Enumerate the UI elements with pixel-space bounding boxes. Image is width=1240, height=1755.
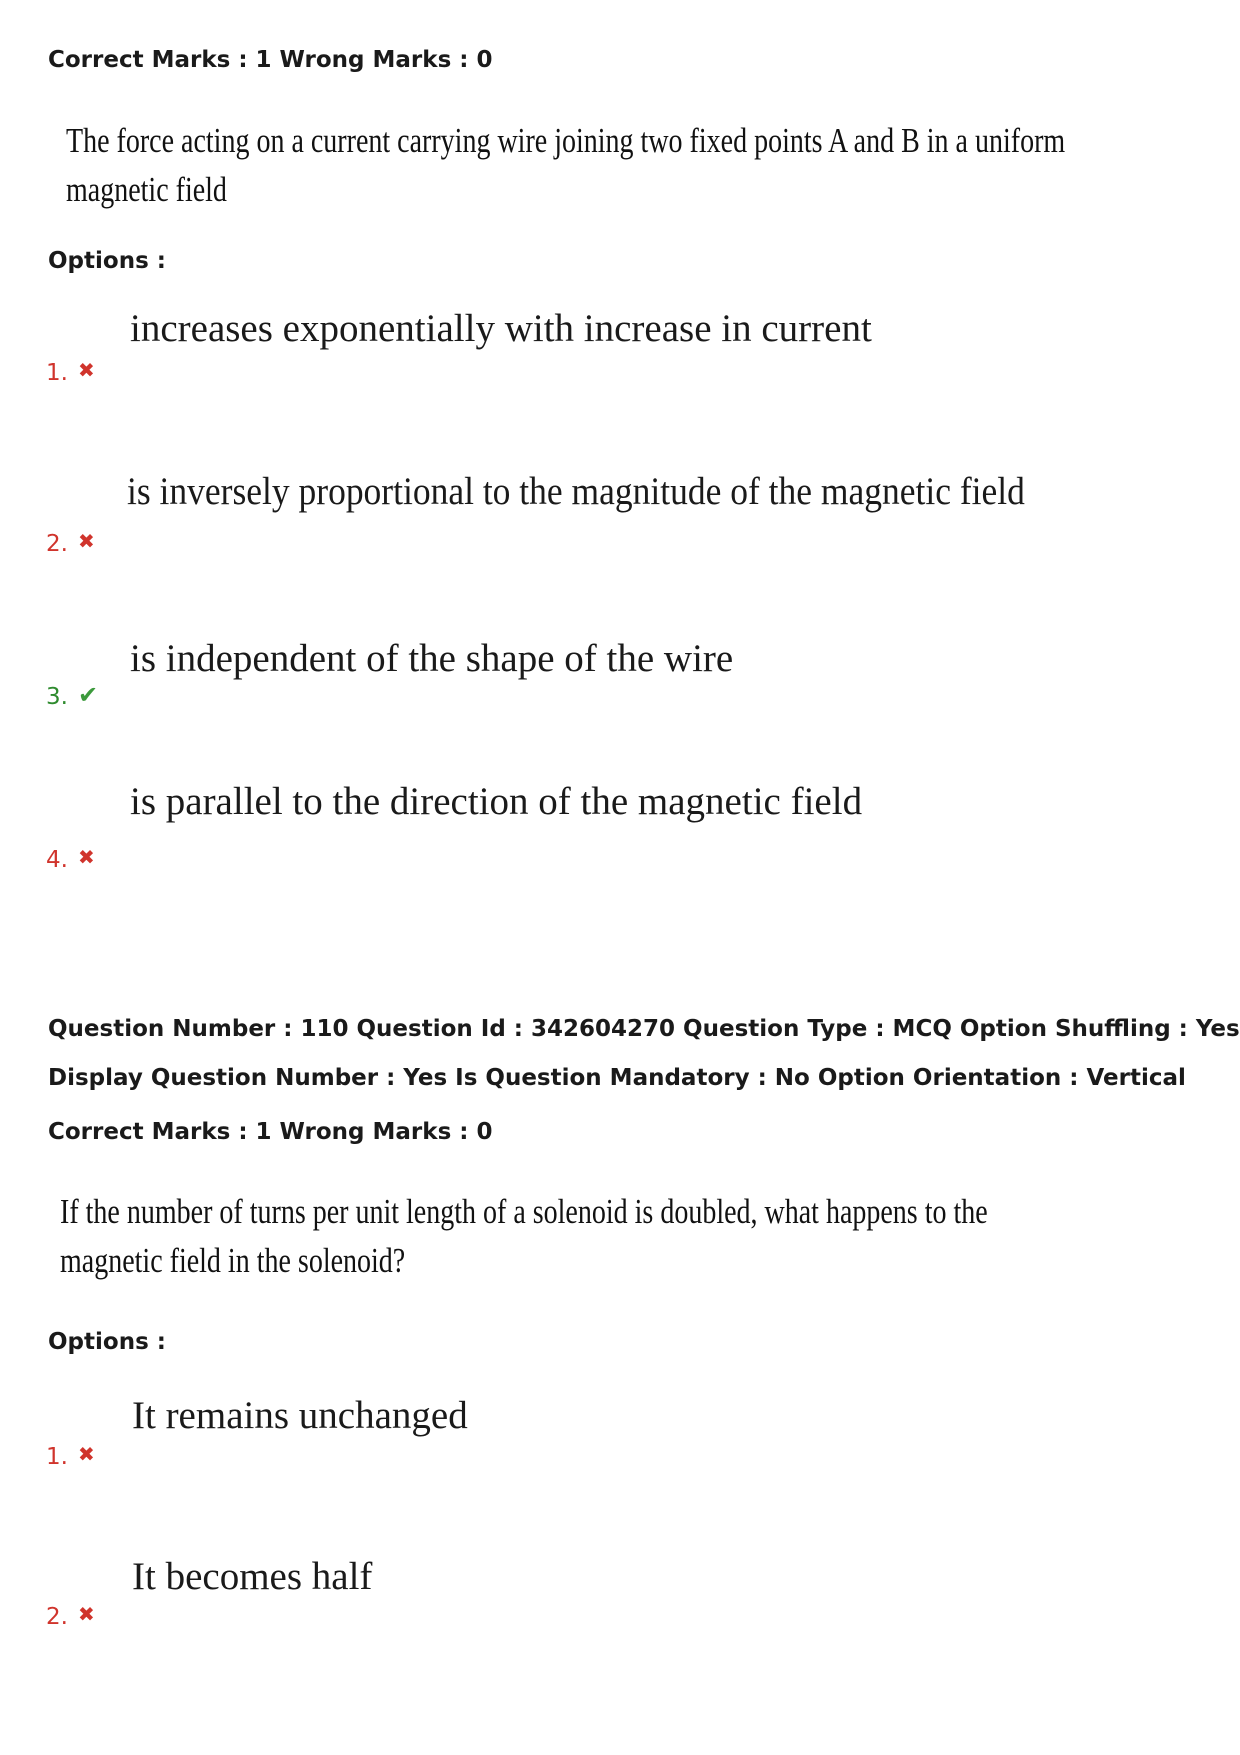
option-number: 1. ✖ <box>46 1442 95 1470</box>
option-text: It becomes half <box>132 1555 373 1598</box>
option-number: 3. ✔ <box>46 681 99 710</box>
option-number: 2. ✖ <box>46 1602 95 1630</box>
marks-info: Correct Marks : 1 Wrong Marks : 0 <box>48 1119 493 1145</box>
question-line-1: If the number of turns per unit length of a solenoid is doubled, what happens to the <box>60 1192 988 1231</box>
marks-info: Correct Marks : 1 Wrong Marks : 0 <box>48 47 493 73</box>
option-text: is parallel to the direction of the magnetic field <box>130 780 863 823</box>
cross-icon: ✖ <box>77 358 95 382</box>
option-text: increases exponentially with increase in current <box>130 307 872 350</box>
question-text <box>66 116 1065 214</box>
option-number: 1. ✖ <box>46 358 95 386</box>
cross-icon: ✖ <box>77 845 95 869</box>
question-line-2: magnetic field in the solenoid? <box>60 1241 406 1280</box>
option-number: 4. ✖ <box>46 845 95 873</box>
cross-icon: ✖ <box>77 1442 95 1466</box>
option-text: is independent of the shape of the wire <box>130 637 734 680</box>
options-label: Options : <box>48 1329 166 1355</box>
cross-icon: ✖ <box>77 529 95 553</box>
question-line-2: magnetic field <box>66 170 227 209</box>
options-label: Options : <box>48 248 166 274</box>
cross-icon: ✖ <box>77 1602 95 1626</box>
option-text: It remains unchanged <box>132 1394 468 1437</box>
option-number: 2. ✖ <box>46 529 95 557</box>
question-line-1: The force acting on a current carrying wire joining two fixed points A and B in a uniform <box>66 121 1066 160</box>
check-icon: ✔ <box>77 681 99 709</box>
question-settings: Display Question Number : Yes Is Question Mandatory : No Option Orientation : Vertical <box>48 1065 1186 1091</box>
question-info: Question Number : 110 Question Id : 342604270 Question Type : MCQ Option Shuffling : Yes <box>48 1016 1240 1042</box>
option-text: is inversely proportional to the magnitude of the magnetic field <box>127 470 1025 513</box>
question-text <box>60 1187 988 1285</box>
